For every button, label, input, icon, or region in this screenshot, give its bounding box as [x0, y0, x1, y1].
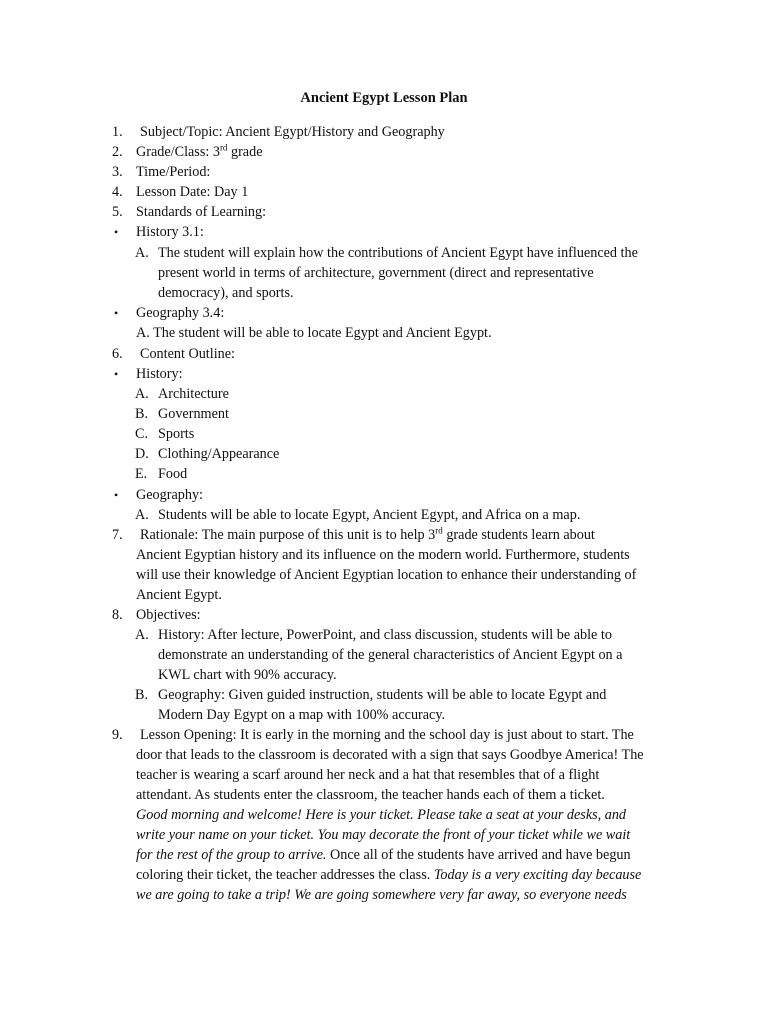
item-6-number: 6.: [112, 346, 123, 362]
objective-b-line: Modern Day Egypt on a map with 100% accuracy.: [158, 707, 446, 723]
item-2-text: [136, 143, 263, 161]
history-outline-item: Clothing/Appearance: [158, 446, 280, 462]
item-4-number: 4.: [112, 184, 123, 200]
item-2-post: grade: [227, 144, 263, 160]
item-2-number: 2.: [112, 144, 123, 160]
item-9-italic-line: [136, 806, 626, 824]
item-6-text: Content Outline:: [140, 346, 235, 362]
geography-3-4-label: Geography 3.4:: [136, 305, 225, 321]
item-7-first-line: [140, 526, 595, 544]
item-9-italic-text: Today is a very exciting day because: [433, 867, 642, 883]
item-7-line: Ancient Egypt.: [136, 587, 222, 603]
item-3-number: 3.: [112, 164, 123, 180]
item-9-italic-text: we are going to take a trip! We are going somewhere very far away, so everyone needs: [136, 887, 627, 903]
item-3-text: Time/Period:: [136, 164, 211, 180]
history-outline-item: Architecture: [158, 386, 229, 402]
item-7-line: Ancient Egyptian history and its influence on the modern world. Furthermore, students: [136, 547, 630, 563]
item-9-italic-text: Good morning and welcome! Here is your ticket. Please take a seat at your desks, and: [136, 807, 627, 823]
history-3-1-label: History 3.1:: [136, 224, 204, 240]
item-9-italic-line: [136, 886, 627, 904]
objective-a-letter: A.: [135, 627, 149, 643]
item-1-number: 1.: [112, 124, 123, 140]
history-3-1-a-line-3: democracy), and sports.: [158, 285, 294, 301]
objective-b-line: Geography: Given guided instruction, students will be able to locate Egypt and: [158, 687, 607, 703]
objective-a-line: demonstrate an understanding of the general characteristics of Ancient Egypt on a: [158, 647, 623, 663]
item-9-italic-text: write your name on your ticket. You may decorate the front of your ticket while we wait: [136, 827, 631, 843]
bullet-icon: •: [114, 225, 119, 239]
geography-outline-text: Students will be able to locate Egypt, Ancient Egypt, and Africa on a map.: [158, 507, 581, 523]
item-1-text: Subject/Topic: Ancient Egypt/History and Geography: [140, 124, 445, 140]
item-9-line: Lesson Opening: It is early in the morning and the school day is just about to start. The: [140, 727, 634, 743]
item-5-text: Standards of Learning:: [136, 204, 267, 220]
history-outline-letter: A.: [135, 386, 149, 402]
geography-3-4-a: A. The student will be able to locate Egypt and Ancient Egypt.: [136, 325, 492, 341]
history-outline-letter: C.: [135, 426, 149, 442]
objective-a-line: KWL chart with 90% accuracy.: [158, 667, 337, 683]
item-9-line: door that leads to the classroom is decorated with a sign that says Goodbye America! The: [136, 747, 644, 763]
item-9-line: teacher is wearing a scarf around her neck and a hat that resembles that of a flight: [136, 767, 600, 783]
item-4-text: Lesson Date: Day 1: [136, 184, 249, 200]
history-outline-item: Food: [158, 466, 188, 482]
objective-b-letter: B.: [135, 687, 149, 703]
objective-a-line: History: After lecture, PowerPoint, and class discussion, students will be able to: [158, 627, 612, 643]
history-outline-label: History:: [136, 366, 183, 382]
item-7-number: 7.: [112, 527, 123, 543]
item-2-sup: rd: [219, 142, 228, 153]
item-9-normal-text: coloring their ticket, the teacher addresses the class.: [136, 867, 434, 883]
item-5-number: 5.: [112, 204, 123, 220]
item-7-sup: rd: [435, 525, 443, 536]
item-9-number: 9.: [112, 727, 123, 743]
history-3-1-a-line-1: The student will explain how the contributions of Ancient Egypt have influenced the: [158, 245, 638, 261]
history-outline-letter: E.: [135, 466, 148, 482]
item-8-number: 8.: [112, 607, 123, 623]
item-7-pre: Rationale: The main purpose of this unit is to help 3: [140, 527, 436, 543]
item-7-line: will use their knowledge of Ancient Egyptian location to enhance their understanding of: [136, 567, 637, 583]
geography-outline-label: Geography:: [136, 487, 203, 503]
item-9-normal-text: Once all of the students have arrived and have begun: [326, 847, 631, 863]
item-9-mixed-line: [136, 866, 641, 884]
item-7-post: grade students learn about: [442, 527, 595, 543]
bullet-icon: •: [114, 306, 119, 320]
bullet-icon: •: [114, 367, 119, 381]
history-3-1-a-line-2: present world in terms of architecture, government (direct and representative: [158, 265, 594, 281]
geography-outline-letter: A.: [135, 507, 149, 523]
document-title: Ancient Egypt Lesson Plan: [300, 90, 468, 106]
item-9-italic-text: for the rest of the group to arrive.: [136, 847, 327, 863]
item-8-text: Objectives:: [136, 607, 201, 623]
item-9-line: attendant. As students enter the classroom, the teacher hands each of them a ticket.: [136, 787, 605, 803]
history-outline-letter: B.: [135, 406, 149, 422]
item-2-pre: Grade/Class: 3: [136, 144, 220, 160]
history-outline-item: Sports: [158, 426, 195, 442]
history-outline-letter: D.: [135, 446, 149, 462]
history-outline-item: Government: [158, 406, 229, 422]
item-9-italic-line: [136, 826, 630, 844]
item-9-mixed-line: [136, 846, 631, 864]
history-3-1-a-letter: A.: [135, 245, 149, 261]
bullet-icon: •: [114, 488, 119, 502]
